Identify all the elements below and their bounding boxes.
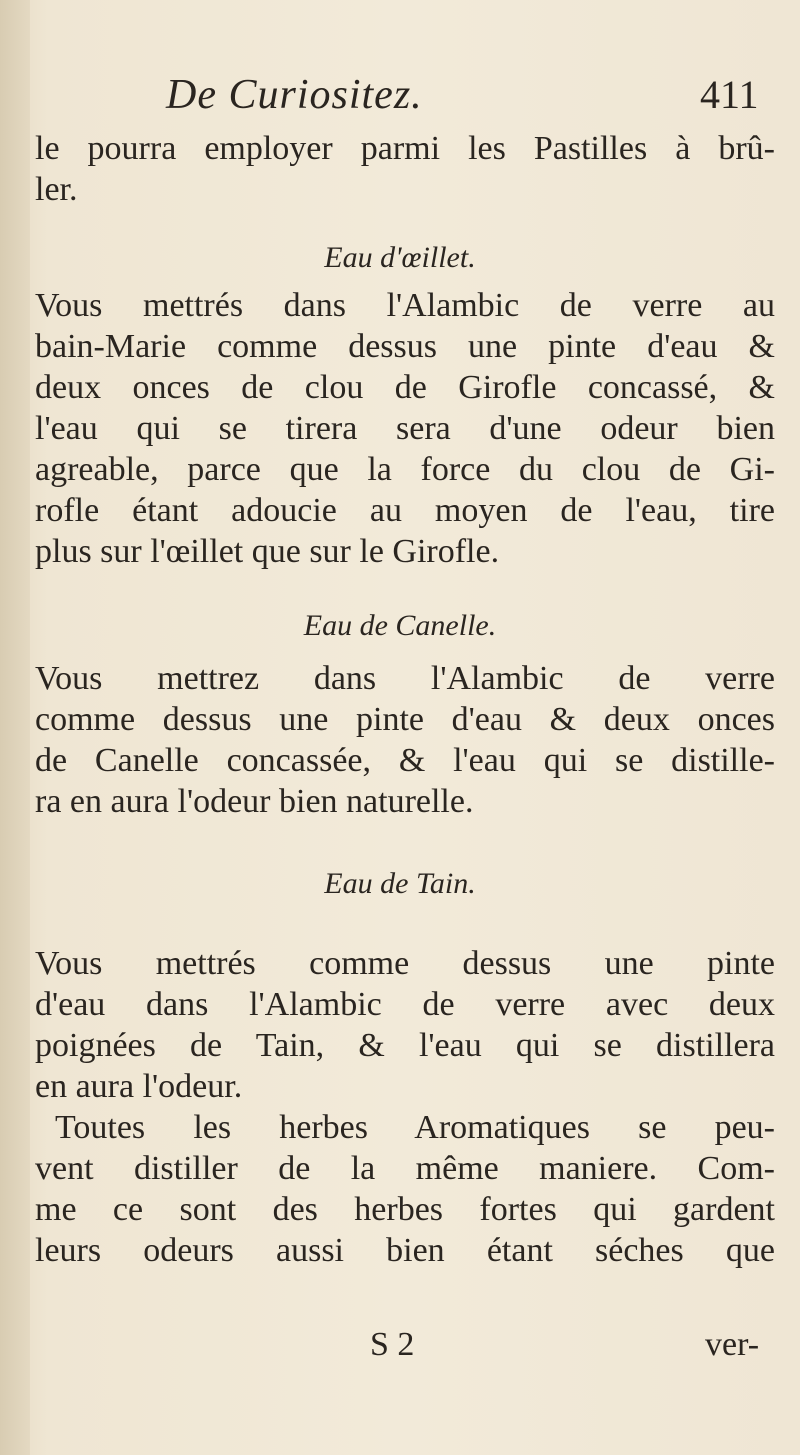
section-heading-eau-tain: Eau de Tain. <box>324 867 476 900</box>
text-line: leurs odeurs aussi bien étant séches que <box>35 1232 775 1269</box>
running-title: De Curiositez. <box>166 72 423 118</box>
text-line: plus sur l'œillet que sur le Girofle. <box>35 533 500 570</box>
text-line: bain-Marie comme dessus une pinte d'eau & <box>35 328 775 365</box>
text-line: agreable, parce que la force du clou de Gi- <box>35 451 775 488</box>
text-line: Vous mettrez dans l'Alambic de verre <box>35 660 775 697</box>
text-line: rofle étant adoucie au moyen de l'eau, tire <box>35 492 775 529</box>
section-heading-eau-canelle: Eau de Canelle. <box>303 609 497 642</box>
text-line: Vous mettrés comme dessus une pinte <box>35 945 775 982</box>
text-line: me ce sont des herbes fortes qui gardent <box>35 1191 775 1228</box>
text-line: comme dessus une pinte d'eau & deux onces <box>35 701 775 738</box>
text-line: deux onces de clou de Girofle concassé, & <box>35 369 775 406</box>
text-line: ra en aura l'odeur bien naturelle. <box>35 783 474 820</box>
page-number: 411 <box>700 72 759 117</box>
text-line: en aura l'odeur. <box>35 1068 243 1105</box>
text-line: le pourra employer parmi les Pastilles à brû- <box>35 130 775 167</box>
page-gutter <box>0 0 30 1455</box>
section-body-eau-oeillet <box>35 285 775 572</box>
text-line: l'eau qui se tirera sera d'une odeur bien <box>35 410 775 447</box>
signature-mark: S 2 <box>370 1326 415 1363</box>
continuation-paragraph <box>35 128 775 210</box>
text-line: Toutes les herbes Aromatiques se peu- <box>55 1109 775 1146</box>
section-heading-eau-oeillet: Eau d'œillet. <box>324 241 476 274</box>
text-line: poignées de Tain, & l'eau qui se distillera <box>35 1027 775 1064</box>
section-body-eau-tain <box>35 943 775 1271</box>
catchword: ver- <box>705 1326 760 1363</box>
text-line: de Canelle concassée, & l'eau qui se distille- <box>35 742 775 779</box>
text-line: ler. <box>35 171 78 208</box>
page-header <box>0 70 800 120</box>
text-line: vent distiller de la même maniere. Com- <box>35 1150 775 1187</box>
page-footer <box>0 1325 800 1365</box>
section-body-eau-canelle <box>35 658 775 822</box>
text-line: d'eau dans l'Alambic de verre avec deux <box>35 986 775 1023</box>
text-line: Vous mettrés dans l'Alambic de verre au <box>35 287 775 324</box>
